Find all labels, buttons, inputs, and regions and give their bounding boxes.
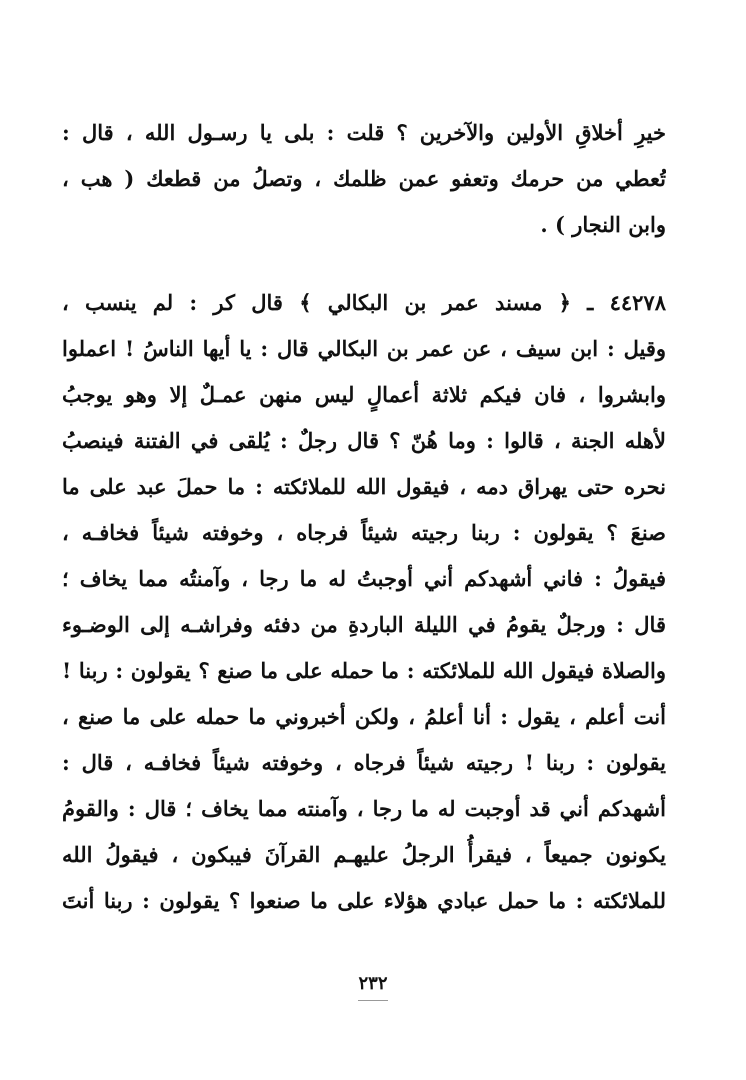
top-paragraph <box>62 110 666 248</box>
text-line: صنعَ ؟ يقولون : ربنا رجيته شيئاً فرجاه ، وخوفته شيئاً فخافـه ، <box>62 520 666 545</box>
text-line: خيرِ أخلاقِ الأولين والآخرين ؟ قلت : بلى يا رسـول الله ، قال : <box>62 120 666 145</box>
hadith-paragraph <box>62 280 666 924</box>
text-line: فيقولُ : فاني أشهدكم أني أوجبتُ له ما رجا ، وآمنتُه مما يخاف ؛ <box>62 566 666 591</box>
text-line: والصلاة فيقول الله للملائكته : ما حمله على ما صنع ؟ يقولون : ربنا ! <box>62 658 666 683</box>
text-line: قال : ورجلٌ يقومُ في الليلة الباردةِ من دفئه وفراشـه إلى الوضـوء <box>62 612 666 637</box>
page-number-rule <box>358 1000 388 1001</box>
text-line: وابشروا ، فان فيكم ثلاثة أعمالٍ ليس منهن عمـلٌ إلا وهو يوجبُ <box>62 382 666 407</box>
text-line: أشهدكم أني قد أوجبت له ما رجا ، وآمنته مما يخاف ؛ قال : والقومُ <box>62 796 666 821</box>
text-line: نحره حتى يهراق دمه ، فيقول الله للملائكته : ما حملَ عبد على ما <box>62 474 666 499</box>
text-line: تُعطي من حرمك وتعفو عمن ظلمك ، وتصلُ من قطعك ( هب ، <box>62 166 666 191</box>
text-line: يكونون جميعاً ، فيقرأُ الرجلُ عليهـم القرآنَ فيبكون ، فيقولُ الله <box>62 842 666 867</box>
page-number: ٢٣٢ <box>358 973 388 994</box>
text-line: لأهله الجنة ، قالوا : وما هُنّ ؟ قال رجلٌ : يُلقى في الفتنة فينصبُ <box>62 428 666 453</box>
text-line: أنت أعلم ، يقول : أنا أعلمُ ، ولكن أخبروني ما حمله على ما صنع ، <box>62 704 666 729</box>
text-line: يقولون : ربنا ! رجيته شيئاً فرجاه ، وخوفته شيئاً فخافـه ، قال : <box>62 750 666 775</box>
text-line: ٤٤٢٧٨ ـ ﴿ مسند عمر بن البكالي ﴾ قال كر : لم ينسب ، <box>62 290 666 315</box>
text-line: للملائكته : ما حمل عبادي هؤلاء على ما صنعوا ؟ يقولون : ربنا أنتَ <box>62 888 666 913</box>
text-line: وقيل : ابن سيف ، عن عمر بن البكالي قال : يا أيها الناسُ ! اعملوا <box>62 336 666 361</box>
text-line: وابن النجار ) . <box>540 212 666 237</box>
